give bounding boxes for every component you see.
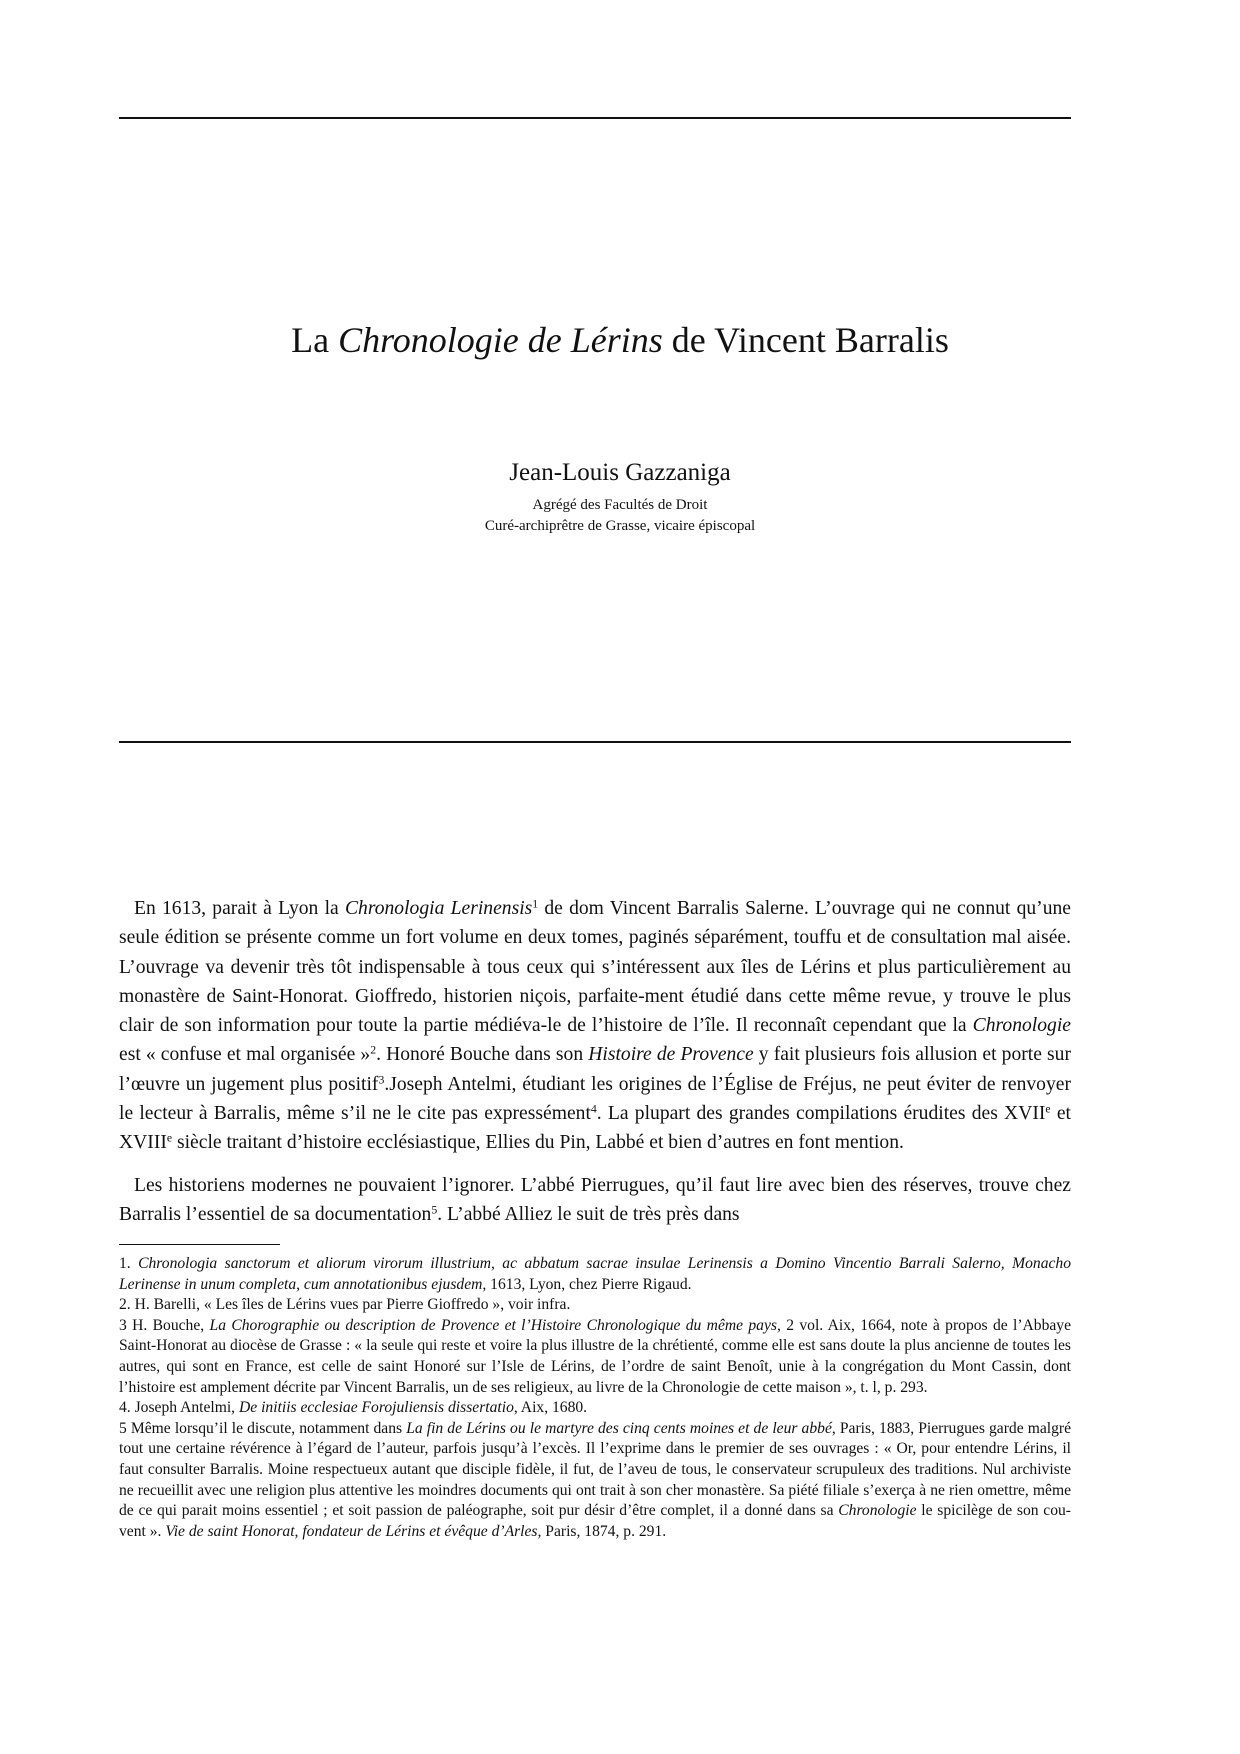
footnote-2	[119, 1295, 1071, 1316]
title-block-rule	[119, 741, 1071, 743]
footnote-3	[119, 1316, 1071, 1398]
text-run: . La plupart des grandes compilations érudites des XVII	[596, 1103, 1046, 1125]
title-suffix: de Vincent Barralis	[662, 320, 949, 360]
text-run: 5 Même lorsqu’il le discute, notamment dans	[119, 1419, 407, 1437]
text-run: 4. Joseph Antelmi,	[119, 1399, 239, 1417]
author-name: Jean-Louis Gazzaniga	[509, 459, 731, 486]
text-run: 2. H. Barelli, « Les îles de Lérins vues par Pierre Gioffredo », voir infra.	[119, 1296, 571, 1314]
article-title	[0, 318, 1240, 362]
text-run: le spicilège de son cou-vent ».	[119, 1502, 1071, 1540]
century-superscript: e	[166, 1131, 173, 1145]
text-run: , Aix, 1680.	[513, 1399, 588, 1417]
text-run: Les historiens modernes ne pouvaient l’ignorer. L’abbé Pierrugues, qu’il faut lire avec bien des réserves, trouve chez Barralis l’essentiel de sa documentation	[119, 1174, 1071, 1225]
century-superscript: e	[1045, 1102, 1051, 1116]
text-run: . L’abbé Alliez le suit de très près dans	[437, 1203, 740, 1225]
body-paragraph-1	[119, 894, 1071, 1158]
work-title: La Chorographie ou description de Provence et l’Histoire Chronologique du même pays	[209, 1316, 777, 1334]
text-run: de dom Vincent Barralis Salerne. L’ouvrage qui ne connut qu’une seule édition se présente comme un fort volume en deux tomes, paginés séparément, touffu et de consultation mal aisée. L’ouvrage va devenir très tôt indispensable à tous ceux qui s’intéressent aux îles de Lérins et plus particulièrement au monastère de Saint-Honorat. Gioffredo, historien niçois, parfaite-ment étudié dans cette même revue, y trouve le plus clair de son information pour toute la partie médiéva-le de l’histoire de l’île. Il reconnaît cependant que la	[119, 898, 1071, 1037]
text-run: En 1613, parait à Lyon la	[134, 898, 345, 919]
work-title: Chronologie	[972, 1015, 1071, 1037]
work-title: La fin de Lérins ou le martyre des cinq cents moines et de leur abbé	[406, 1419, 832, 1437]
footnote-4	[119, 1398, 1071, 1419]
text-run: , 2 vol. Aix, 1664, note à propos de l’Abbaye Saint-Honorat au diocèse de Grasse : « la seule qui reste et voire la plus illustre de la chrétienté, comme elle est sans doute la plus ancienne de toutes les autres, qui sont en France, est celle de saint Honoré sur l’Isle de Lérins, de l’ordre de saint Benoît, unie à la congrégation du Mont Cassin, dont l’histoire est amplement décrite par Vincent Barralis, un de ses religieux, au livre de la Chronologie de cette maison », t. l, p. 293.	[119, 1316, 1072, 1396]
work-title: Chronologia Lerinensis	[344, 898, 533, 919]
text-run: siècle traitant d’histoire ecclésiastique, Ellies du Pin, Labbé et bien d’autres en font mention.	[172, 1132, 904, 1154]
work-title: Vie de saint Honorat, fondateur de Lérins et évêque d’Arles,	[165, 1522, 542, 1540]
footnote-ref-4: 4	[590, 1102, 597, 1116]
text-run: Paris, 1874, p. 291.	[541, 1522, 667, 1540]
author-affiliation-1: Agrégé des Facultés de Droit	[532, 497, 708, 513]
footnote-1	[119, 1254, 1071, 1295]
work-title: Histoire de Provence	[588, 1044, 754, 1066]
text-run: .Joseph Antelmi, étudiant les origines de l’Église de Fréjus, ne peut éviter de renvoyer le lecteur à Barralis, même s’il ne le cite pas expressément	[119, 1073, 1071, 1125]
footnote-5	[119, 1419, 1071, 1543]
footnote-ref-5: 5	[431, 1203, 438, 1217]
text-run: 1613, Lyon, chez Pierre Rigaud.	[486, 1275, 692, 1293]
footnote-number: 1.	[119, 1255, 139, 1272]
text-run: 3 H. Bouche,	[119, 1316, 210, 1334]
work-title: Chronologia sanctorum et aliorum virorum illustrium, ac abbatum sacrae insulae Lerinensis a Domino Vincentio Barrali Salerno, Monacho Lerinense in unum completa, cum annotationibus ejusdem,	[119, 1255, 1071, 1293]
footnote-separator	[119, 1244, 280, 1245]
title-prefix: La	[291, 320, 339, 360]
text-run: , Paris, 1883, Pierrugues garde malgré tout une certaine révérence à l’égard de l’auteur, parfois jusqu’à l’excès. Il l’exprime dans le premier de ses ouvrages : « Or, pour entendre Lérins, il faut consulter Barralis. Moine respectueux autant que disciple fidèle, il fut, de l’aveu de tous, le conservateur scrupuleux des traditions. Nul archiviste ne recueillit avec une religion plus attentive les moindres documents qui ont trait à son cher monastère. Sa piété filiale s’exerça à ne rien omettre, même de ce qui parait moins essentiel ; et soit passion de paléographe, soit pur désir d’être complet, il a donné dans sa	[119, 1419, 1072, 1520]
footnote-ref-1: 1	[532, 897, 539, 911]
text-run: et XVIII	[119, 1103, 1071, 1154]
body-paragraph-2	[119, 1171, 1071, 1230]
footnote-ref-2: 2	[370, 1044, 377, 1058]
text-run: est « confuse et mal organisée »	[119, 1044, 371, 1066]
footnotes	[119, 1254, 1071, 1542]
title-work-name: Chronologie de Lérins	[338, 320, 663, 360]
author-affiliation-2: Curé-archiprêtre de Grasse, vicaire épiscopal	[484, 518, 756, 534]
article-body	[119, 894, 1071, 1229]
work-title: De initiis ecclesiae Forojuliensis dissertatio	[238, 1399, 514, 1417]
text-run: . Honoré Bouche dans son	[376, 1044, 589, 1066]
text-run: y fait plusieurs fois allusion et porte sur l’œuvre un jugement plus positif	[119, 1044, 1071, 1095]
footnote-ref-3: 3	[378, 1073, 385, 1087]
work-title: Chronologie	[838, 1502, 917, 1520]
header-rule	[119, 117, 1071, 119]
